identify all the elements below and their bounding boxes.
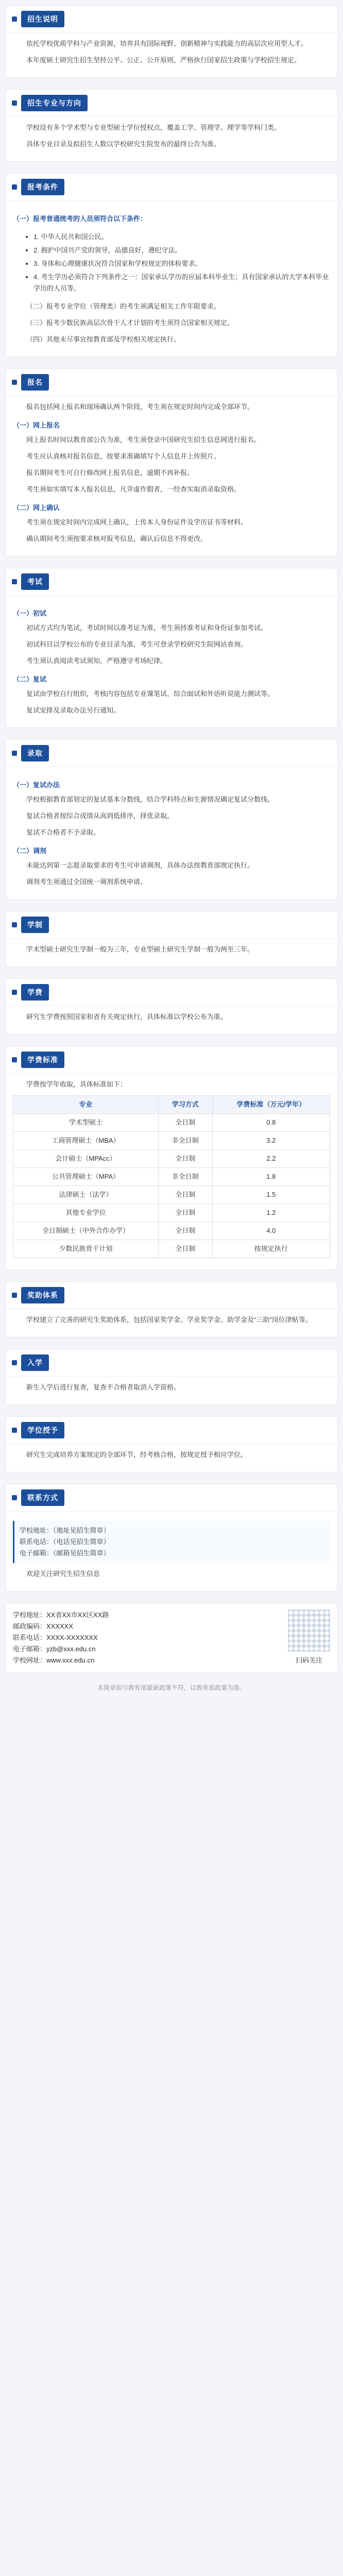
qr-block xyxy=(288,1609,330,1666)
table-cell: 全日制 xyxy=(159,1222,213,1240)
section-admission xyxy=(5,739,338,900)
square-icon xyxy=(12,380,17,385)
table-cell: 全日制 xyxy=(159,1204,213,1222)
section-apply xyxy=(5,368,338,556)
paragraph: 本年度硕士研究生招生坚持公平、公正、公开原则，严格执行国家招生政策与学校招生规定。 xyxy=(26,56,301,64)
table-cell: 非全日制 xyxy=(159,1132,213,1150)
section-header xyxy=(6,90,337,117)
table-cell: 1.8 xyxy=(212,1168,330,1186)
section-degree xyxy=(5,978,338,1035)
section-visa xyxy=(5,911,338,967)
section-header xyxy=(6,1349,337,1377)
paragraph: 调剂考生须通过全国统一调剂系统申请。 xyxy=(26,878,147,886)
list-item: • 4. 考生学历必须符合下列条件之一：国家承认学历的应届本科毕业生；具有国家承认的大学本科毕业学历的人员等。 xyxy=(33,272,330,294)
paragraph: 复试由学校自行组织，考核内容包括专业课笔试、综合面试和外语听说能力测试等。 xyxy=(26,690,275,698)
section-header xyxy=(6,568,337,596)
table-cell: 会计硕士（MPAcc） xyxy=(13,1150,159,1168)
section-contact xyxy=(5,1484,338,1591)
section-body xyxy=(6,1309,337,1326)
section-requirements xyxy=(5,173,338,357)
section-enroll-rules xyxy=(5,1349,338,1405)
paragraph: 具体专业目录及拟招生人数以学校研究生院发布的最终公告为准。 xyxy=(26,140,221,148)
table-cell: 全日制 xyxy=(159,1240,213,1258)
section-body xyxy=(6,1006,337,1023)
fees-table xyxy=(13,1095,330,1258)
contact-line: 电子邮箱：（邮箱见招生简章） xyxy=(20,1549,110,1557)
section-header xyxy=(6,1282,337,1309)
bottom-note: 本简章如与教育部最新政策不符，以教育部政策为准。 xyxy=(97,1684,246,1691)
section-title: 学费标准 xyxy=(21,1052,64,1068)
table-cell: 全日制硕士（中外合作办学） xyxy=(13,1222,159,1240)
subheading: （二）复试 xyxy=(13,675,47,683)
table-cell: 法律硕士（法学） xyxy=(13,1186,159,1204)
paragraph: 依托学校优质学科与产业资源，培养具有国际视野、创新精神与实践能力的高层次应用型人才。 xyxy=(26,40,308,47)
section-header xyxy=(6,1484,337,1512)
paragraph: 学费按学年收取，具体标准如下： xyxy=(26,1080,127,1088)
subheading: （二）调剂 xyxy=(13,847,47,855)
contact-notice xyxy=(13,1521,330,1563)
section-header xyxy=(6,1046,337,1074)
square-icon xyxy=(12,1293,17,1298)
subheading: （一）报考普通统考的人员须符合以下条件： xyxy=(13,215,147,223)
section-title: 学费 xyxy=(21,984,49,1001)
subheading: （一）复试办法 xyxy=(13,781,60,789)
table-cell: 0.8 xyxy=(212,1114,330,1132)
paragraph: 初试方式均为笔试，考试时间以准考证为准，考生须持准考证和身份证参加考试。 xyxy=(26,624,268,632)
table-cell: 1.2 xyxy=(212,1204,330,1222)
table-cell: 全日制 xyxy=(159,1186,213,1204)
paragraph: 复试安排及录取办法另行通知。 xyxy=(26,706,121,714)
paragraph: 学校建立了完善的研究生奖助体系，包括国家奖学金、学业奖学金、助学金及“三助”岗位津贴等。 xyxy=(26,1316,312,1324)
section-header xyxy=(6,174,337,201)
section-title: 招生说明 xyxy=(21,11,64,27)
section-header xyxy=(6,979,337,1006)
paragraph: 复试不合格者不予录取。 xyxy=(26,828,100,836)
paragraph: 确认期间考生须按要求核对报考信息，确认后信息不得更改。 xyxy=(26,535,208,543)
paragraph: 考生须如实填写本人报名信息，凡弄虚作假者，一经查实取消录取资格。 xyxy=(26,485,241,493)
table-cell: 全日制 xyxy=(159,1150,213,1168)
footer-line: 电子邮箱：yzb@xxx.edu.cn xyxy=(13,1645,96,1653)
table-row xyxy=(13,1150,330,1168)
table-cell: 少数民族骨干计划 xyxy=(13,1240,159,1258)
section-header xyxy=(6,1417,337,1444)
square-icon xyxy=(12,579,17,584)
table-cell: 工商管理硕士（MBA） xyxy=(13,1132,159,1150)
requirements-list xyxy=(13,231,330,294)
document-page xyxy=(5,0,338,1692)
square-icon xyxy=(12,1495,17,1500)
table-cell: 公共管理硕士（MPA） xyxy=(13,1168,159,1186)
footer-line: 学校地址：XX省XX市XX区XX路 xyxy=(13,1611,109,1619)
square-icon xyxy=(12,1360,17,1365)
paragraph: 网上报名时间以教育部公告为准，考生须登录中国研究生招生信息网进行报名。 xyxy=(26,436,261,444)
square-icon xyxy=(12,1057,17,1062)
paragraph: 研究生学费按照国家和省有关规定执行，具体标准以学校公布为准。 xyxy=(26,1013,228,1021)
paragraph: 报名包括网上报名和现场确认两个阶段，考生须在规定时间内完成全部环节。 xyxy=(26,403,254,411)
section-body xyxy=(6,201,337,345)
section-header xyxy=(6,911,337,939)
section-body xyxy=(6,396,337,545)
list-item: • 3. 身体和心理健康状况符合国家和学校规定的体检要求。 xyxy=(33,258,330,269)
table-cell: 其他专业学位 xyxy=(13,1204,159,1222)
table-cell: 1.5 xyxy=(212,1186,330,1204)
square-icon xyxy=(12,1428,17,1433)
section-body xyxy=(6,1444,337,1461)
section-scholarship xyxy=(5,1281,338,1337)
square-icon xyxy=(12,16,17,22)
qr-label: 扫码关注 xyxy=(295,1656,322,1664)
table-cell: 3.2 xyxy=(212,1132,330,1150)
footer-info xyxy=(13,1609,109,1666)
paragraph: （四）其他未尽事宜按教育部及学校相关规定执行。 xyxy=(26,335,181,343)
table-row xyxy=(13,1186,330,1204)
section-body xyxy=(6,33,337,66)
section-body xyxy=(6,939,337,955)
paragraph: 学术型硕士研究生学制一般为三年，专业型硕士研究生学制一般为两至三年。 xyxy=(26,945,254,953)
section-title: 报考条件 xyxy=(21,179,64,195)
paragraph: 初试科目以学校公布的专业目录为准，考生可登录学校研究生院网站查询。 xyxy=(26,640,248,648)
paragraph: 报名期间考生可自行修改网上报名信息，逾期不再补报。 xyxy=(26,469,194,477)
square-icon xyxy=(12,184,17,190)
section-title: 录取 xyxy=(21,745,49,761)
contact-line: 联系电话：（电话见招生简章） xyxy=(20,1538,110,1546)
table-header-cell: 学费标准（万元/学年） xyxy=(212,1096,330,1114)
subheading: （一）初试 xyxy=(13,609,47,617)
table-cell: 按规定执行 xyxy=(212,1240,330,1258)
list-item: • 1. 中华人民共和国公民。 xyxy=(33,231,330,243)
section-header xyxy=(6,369,337,396)
footer-line: 学校网址：www.xxx.edu.cn xyxy=(13,1656,95,1664)
section-body xyxy=(6,1074,337,1258)
contact-line: 学校地址：（地址见招生简章） xyxy=(20,1527,110,1534)
subheading: （一）网上报名 xyxy=(13,421,60,429)
table-row xyxy=(13,1222,330,1240)
section-title: 考试 xyxy=(21,573,49,590)
section-body xyxy=(6,596,337,716)
section-title: 入学 xyxy=(21,1354,49,1371)
table-cell: 非全日制 xyxy=(159,1168,213,1186)
table-header-cell: 学习方式 xyxy=(159,1096,213,1114)
paragraph: 研究生完成培养方案规定的全部环节，经考核合格，按规定授予相应学位。 xyxy=(26,1451,248,1459)
section-title: 报名 xyxy=(21,374,49,391)
footer xyxy=(5,1603,338,1673)
paragraph: 考生须在规定时间内完成网上确认，上传本人身份证件及学历证书等材料。 xyxy=(26,518,248,526)
paragraph: 学校设有多个学术型与专业型硕士学位授权点，覆盖工学、管理学、理学等学科门类。 xyxy=(26,124,281,131)
square-icon xyxy=(12,751,17,756)
table-cell: 全日制 xyxy=(159,1114,213,1132)
section-title: 联系方式 xyxy=(21,1489,64,1506)
table-cell: 2.2 xyxy=(212,1150,330,1168)
section-intro2 xyxy=(5,89,338,162)
table-row xyxy=(13,1168,330,1186)
section-body xyxy=(6,1377,337,1393)
section-title: 奖助体系 xyxy=(21,1287,64,1303)
square-icon xyxy=(12,990,17,995)
section-header xyxy=(6,6,337,33)
footer-line: 邮政编码：XXXXXX xyxy=(13,1622,74,1630)
table-header-row xyxy=(13,1096,330,1114)
square-icon xyxy=(12,100,17,106)
table-header-cell: 专业 xyxy=(13,1096,159,1114)
table-row xyxy=(13,1240,330,1258)
paragraph: 未能达到第一志愿录取要求的考生可申请调剂，具体办法按教育部规定执行。 xyxy=(26,861,254,869)
section-title: 学制 xyxy=(21,917,49,933)
section-title: 招生专业与方向 xyxy=(21,95,88,111)
section-body xyxy=(6,1512,337,1580)
qr-code-icon xyxy=(288,1609,330,1652)
section-body xyxy=(6,767,337,888)
section-exam xyxy=(5,568,338,728)
table-cell: 学术型硕士 xyxy=(13,1114,159,1132)
section-intro xyxy=(5,5,338,78)
table-row xyxy=(13,1204,330,1222)
section-body xyxy=(6,117,337,150)
paragraph: 复试合格者按综合成绩从高到低排序，择优录取。 xyxy=(26,812,174,820)
paragraph: 欢迎关注研究生招生信息 xyxy=(26,1570,100,1578)
footer-line: 联系电话：XXXX-XXXXXXX xyxy=(13,1634,98,1641)
paragraph: 学校根据教育部划定的复试基本分数线，结合学科特点和生源情况确定复试分数线。 xyxy=(26,795,275,803)
paragraph: 考生应认真核对报名信息，按要求准确填写个人信息并上传照片。 xyxy=(26,452,221,460)
section-graduation xyxy=(5,1416,338,1472)
section-fees xyxy=(5,1046,338,1270)
list-item: • 2. 拥护中国共产党的领导，品德良好，遵纪守法。 xyxy=(33,245,330,256)
section-title: 学位授予 xyxy=(21,1422,64,1438)
table-row xyxy=(13,1114,330,1132)
paragraph: （二）报考专业学位（管理类）的考生须满足相关工作年限要求。 xyxy=(26,302,221,310)
section-header xyxy=(6,740,337,767)
paragraph: （三）报考少数民族高层次骨干人才计划的考生须符合国家相关规定。 xyxy=(26,319,234,327)
table-row xyxy=(13,1132,330,1150)
table-cell: 4.0 xyxy=(212,1222,330,1240)
subheading: （二）网上确认 xyxy=(13,504,60,512)
square-icon xyxy=(12,922,17,927)
paragraph: 新生入学后进行复查，复查不合格者取消入学资格。 xyxy=(26,1383,181,1391)
paragraph: 考生须认真阅读考试须知，严格遵守考场纪律。 xyxy=(26,657,167,665)
